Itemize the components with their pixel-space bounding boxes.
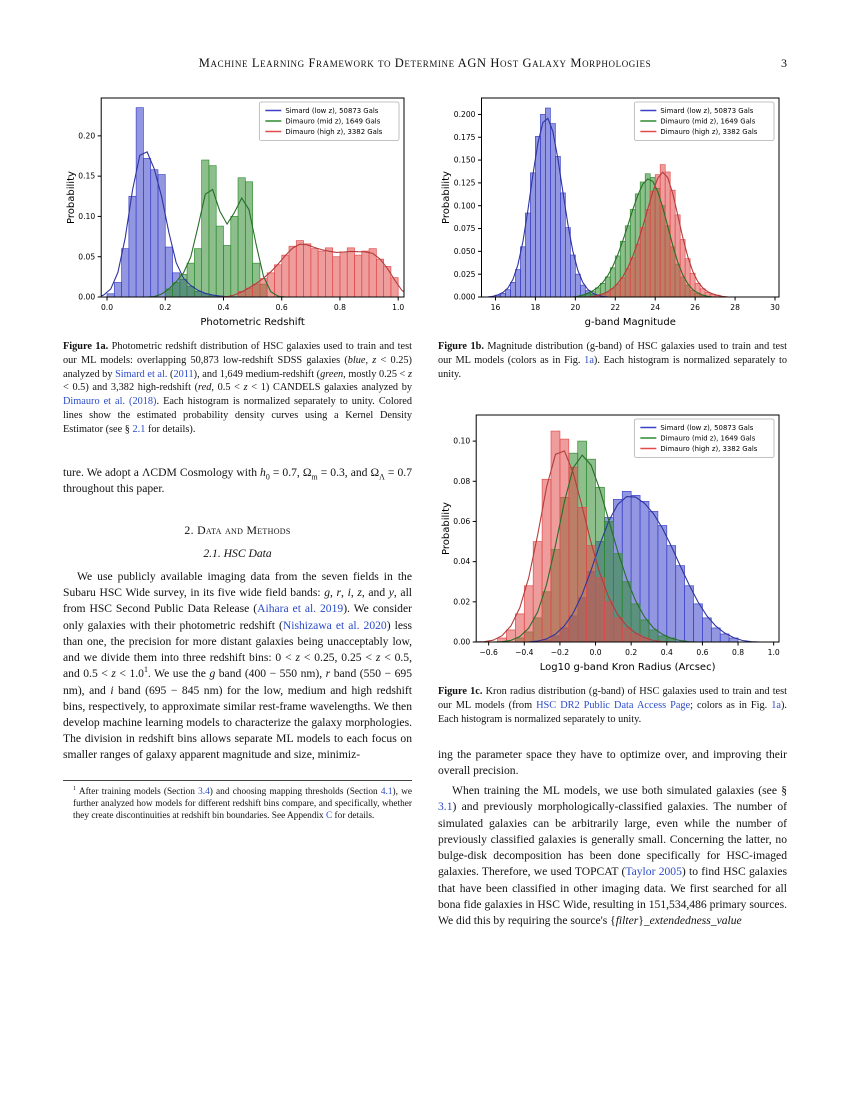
text-segment: h bbox=[260, 465, 266, 479]
text-segment: ), we further analyzed how models for different redshift bins compare, and specifically, whether they create discontinuities at redshift bin boundaries. See Appendix bbox=[73, 786, 412, 822]
figure-1a bbox=[63, 90, 412, 330]
text-segment: z bbox=[295, 651, 300, 665]
text-segment: g bbox=[324, 586, 330, 600]
inline-link[interactable]: Taylor 2005 bbox=[625, 865, 682, 879]
svg-text:0.4: 0.4 bbox=[217, 303, 230, 312]
svg-text:16: 16 bbox=[490, 303, 501, 312]
svg-text:0.4: 0.4 bbox=[660, 648, 673, 658]
text-segment: red bbox=[198, 382, 212, 394]
svg-text:22: 22 bbox=[610, 303, 621, 312]
x-axis-label: g-band Magnitude bbox=[584, 317, 676, 328]
paragraph-hsc-data bbox=[63, 569, 412, 764]
text-segment: for details. bbox=[332, 811, 375, 822]
svg-text:1.0: 1.0 bbox=[392, 303, 405, 312]
text-segment: = 0.3, and Ω bbox=[317, 465, 380, 479]
inline-link[interactable]: 4.1 bbox=[380, 786, 393, 797]
text-segment: z bbox=[375, 651, 381, 665]
legend bbox=[259, 102, 399, 141]
text-segment: Figure 1b. bbox=[438, 341, 484, 352]
text-segment: < 1) CANDELS galaxies analyzed by bbox=[247, 382, 413, 394]
svg-text:0.08: 0.08 bbox=[453, 477, 471, 487]
text-segment: band (400 − 550 nm), bbox=[215, 667, 326, 681]
text-segment: Photometric redshift distribution of HSC galaxies used to train and test our ML models: overlapping 50,873 low-redshift SDSS galaxies ( bbox=[63, 341, 412, 366]
text-segment: < 1.0 bbox=[115, 667, 144, 681]
svg-text:0.6: 0.6 bbox=[275, 303, 288, 312]
legend bbox=[634, 102, 774, 141]
text-segment: z bbox=[372, 354, 377, 366]
text-segment: for details). bbox=[145, 423, 196, 435]
svg-text:Dimauro (high z), 3382 Gals: Dimauro (high z), 3382 Gals bbox=[660, 445, 758, 454]
svg-text:0.0: 0.0 bbox=[589, 648, 602, 658]
text-segment: z bbox=[111, 667, 116, 681]
y-axis-label: Probability bbox=[441, 502, 452, 556]
text-segment: r bbox=[325, 667, 331, 681]
text-segment: green bbox=[320, 368, 344, 380]
text-segment: 0 bbox=[265, 471, 270, 481]
text-segment: 1 bbox=[143, 665, 148, 675]
svg-text:0.075: 0.075 bbox=[453, 224, 476, 234]
text-segment: ( bbox=[167, 368, 174, 380]
text-segment: z bbox=[407, 368, 412, 380]
svg-text:28: 28 bbox=[730, 303, 740, 312]
svg-text:−0.4: −0.4 bbox=[515, 648, 534, 658]
figure-1c-chart bbox=[438, 407, 787, 675]
inline-link[interactable]: 2.1 bbox=[132, 423, 146, 435]
text-segment: ). Each histogram is normalized separately to unity. bbox=[438, 354, 787, 380]
text-segment: = 0.7, Ω bbox=[269, 465, 312, 479]
text-segment: z bbox=[357, 586, 362, 600]
x-axis-label: Log10 g-band Kron Radius (Arcsec) bbox=[539, 662, 716, 674]
text-segment: < 0.25) analyzed by bbox=[63, 354, 412, 380]
text-segment: i bbox=[347, 586, 351, 600]
text-segment: , 0.5 < bbox=[211, 382, 244, 394]
paragraph-training bbox=[438, 783, 787, 929]
footnote-1 bbox=[63, 780, 412, 823]
svg-text:0.15: 0.15 bbox=[78, 171, 96, 181]
svg-text:Dimauro (high z), 3382 Gals: Dimauro (high z), 3382 Gals bbox=[285, 127, 383, 136]
text-segment: extendedness_value bbox=[649, 913, 742, 927]
svg-text:0.025: 0.025 bbox=[453, 269, 476, 279]
svg-text:26: 26 bbox=[690, 303, 700, 312]
text-segment: After training models (Section bbox=[76, 786, 199, 797]
svg-text:30: 30 bbox=[770, 303, 780, 312]
svg-text:Simard (low z), 50873 Gals: Simard (low z), 50873 Gals bbox=[660, 424, 754, 433]
text-segment: ) to find HSC galaxies that have been classified in other imaging data. We first searched for all bona fide galaxies in HSC Wide, resulting in 151,534,486 primary sources. We did this by requiring the source's { bbox=[438, 865, 787, 927]
svg-text:0.000: 0.000 bbox=[453, 292, 476, 302]
svg-text:0.06: 0.06 bbox=[453, 517, 471, 527]
text-segment: < 0.5, and 0.5 < bbox=[63, 651, 412, 681]
svg-text:0.02: 0.02 bbox=[453, 597, 471, 607]
figure-1c-caption bbox=[438, 685, 787, 726]
two-column-layout bbox=[63, 90, 787, 1060]
svg-text:0.100: 0.100 bbox=[453, 201, 476, 211]
svg-text:−0.6: −0.6 bbox=[479, 648, 498, 658]
text-segment: blue bbox=[347, 354, 366, 366]
text-segment: Figure 1c. bbox=[438, 686, 483, 698]
text-segment: z bbox=[243, 382, 248, 394]
text-segment: ing the parameter space they have to optimize over, and improving their overall precision. bbox=[438, 747, 787, 777]
text-segment: filter bbox=[615, 913, 639, 927]
text-segment: ) less than one, the precision for more distant galaxies being unacceptably low, and we divide them into three redshift bins: 0 < bbox=[63, 618, 412, 665]
text-segment: , bbox=[330, 586, 337, 600]
inline-link[interactable]: Nishizawa et al. 2020 bbox=[282, 618, 387, 632]
svg-text:0.05: 0.05 bbox=[78, 252, 96, 262]
text-segment: When training the ML models, we use both simulated galaxies (see § bbox=[452, 784, 787, 798]
inline-link[interactable]: 1a bbox=[771, 700, 781, 712]
text-segment: ) and choosing mapping thresholds (Section bbox=[209, 786, 381, 797]
svg-text:0.050: 0.050 bbox=[453, 246, 476, 256]
figure-1a-caption bbox=[63, 340, 412, 437]
svg-text:0.200: 0.200 bbox=[453, 110, 476, 120]
right-column bbox=[438, 90, 787, 1060]
svg-text:0.2: 0.2 bbox=[625, 648, 638, 658]
svg-text:Simard (low z), 50873 Gals: Simard (low z), 50873 Gals bbox=[285, 106, 379, 115]
paragraph-cosmology bbox=[63, 465, 412, 497]
text-segment: , bbox=[365, 354, 373, 366]
text-segment: Figure 1a. bbox=[63, 341, 109, 352]
inline-link[interactable]: Dimauro et al. (2018) bbox=[63, 396, 157, 408]
svg-text:0.0: 0.0 bbox=[100, 303, 114, 312]
svg-text:0.150: 0.150 bbox=[453, 155, 476, 165]
figure-1a-chart bbox=[63, 90, 412, 330]
text-segment: ). Each histogram is normalized separately to unity. bbox=[438, 700, 787, 725]
y-axis-label: Probability bbox=[66, 171, 77, 224]
svg-text:Dimauro (mid z), 1649 Gals: Dimauro (mid z), 1649 Gals bbox=[660, 117, 756, 126]
legend bbox=[634, 419, 774, 458]
svg-text:0.2: 0.2 bbox=[159, 303, 172, 312]
x-axis-label: Photometric Redshift bbox=[200, 317, 305, 328]
inline-link[interactable]: 2011 bbox=[173, 368, 194, 380]
text-segment: ). We consider only galaxies with their photometric redshift ( bbox=[63, 602, 412, 632]
svg-text:Dimauro (mid z), 1649 Gals: Dimauro (mid z), 1649 Gals bbox=[285, 117, 381, 126]
inline-link[interactable]: Aihara et al. 2019 bbox=[257, 602, 344, 616]
svg-text:Dimauro (high z), 3382 Gals: Dimauro (high z), 3382 Gals bbox=[660, 127, 758, 136]
text-segment: band (550 − 695 nm), and bbox=[63, 667, 412, 697]
text-segment: }_ bbox=[638, 913, 650, 927]
figure-1c bbox=[438, 407, 787, 675]
text-segment: ) and previously morphologically-classified galaxies. The number of simulated galaxies can be arbitrarily large, even while the number of previously classified galaxies is generally small. Concerning the latter, no bulge-disk decomposition has been done specifically for HSC-imaged galaxies. Therefore, we used TOPCAT ( bbox=[438, 800, 787, 879]
figure-1b-caption bbox=[438, 340, 787, 381]
text-segment: band (695 − 845 nm) for the low, medium and high redshift bins, respectively, to approximate similar rest-frame wavelengths. We then develop machine learning models to characterize the galaxy morphologies. The division in redshift bins allows separate ML models to each focus on smaller ranges of galaxy apparent magnitude and size, minimiz- bbox=[63, 683, 412, 762]
text-segment: 1 bbox=[73, 784, 77, 792]
text-segment: < 0.25, 0.25 < bbox=[300, 651, 376, 665]
footnote-1-text bbox=[73, 786, 412, 823]
inline-link[interactable]: Simard et al. bbox=[115, 368, 168, 380]
text-segment: r bbox=[336, 586, 342, 600]
section-heading-data-and-methods: 2. Data and Methods bbox=[184, 523, 291, 538]
text-segment: We use publicly available imaging data from the seven fields in the Subaru HSC Wide survey, in its five wide field bands: bbox=[63, 570, 412, 600]
svg-text:0.10: 0.10 bbox=[78, 212, 96, 222]
svg-text:0.8: 0.8 bbox=[333, 303, 346, 312]
svg-text:0.175: 0.175 bbox=[453, 132, 476, 142]
subsection-heading-hsc-data: 2.1. HSC Data bbox=[203, 547, 272, 561]
svg-text:Dimauro (mid z), 1649 Gals: Dimauro (mid z), 1649 Gals bbox=[660, 434, 756, 443]
svg-text:−0.2: −0.2 bbox=[550, 648, 570, 658]
svg-text:0.00: 0.00 bbox=[78, 292, 96, 302]
text-segment: ; colors as in Fig. bbox=[690, 700, 772, 712]
svg-text:18: 18 bbox=[530, 303, 541, 312]
text-segment: Magnitude distribution (g-band) of HSC galaxies used to train and test our ML models (colors as in Fig. bbox=[438, 341, 788, 366]
text-segment: , all from HSC Second Public Data Release ( bbox=[63, 586, 413, 616]
bars-series-0 bbox=[495, 108, 600, 297]
text-segment: g bbox=[209, 667, 216, 681]
text-segment: , bbox=[350, 586, 358, 600]
svg-text:0.125: 0.125 bbox=[453, 178, 476, 188]
svg-text:0.20: 0.20 bbox=[78, 131, 96, 141]
inline-link[interactable]: C bbox=[326, 811, 333, 822]
left-column bbox=[63, 90, 412, 1060]
svg-text:24: 24 bbox=[650, 303, 661, 312]
text-segment: < 0.5) and 3,382 high-redshift ( bbox=[63, 382, 199, 394]
page-number: 3 bbox=[781, 56, 787, 70]
text-segment: ), and 1,649 medium-redshift ( bbox=[193, 368, 321, 380]
svg-text:Simard (low z), 50873 Gals: Simard (low z), 50873 Gals bbox=[660, 106, 754, 115]
inline-link[interactable]: 3.4 bbox=[198, 786, 210, 797]
text-segment: y bbox=[388, 586, 394, 600]
paragraph-optimize bbox=[438, 747, 787, 779]
y-axis-label: Probability bbox=[441, 171, 452, 224]
text-segment: , bbox=[341, 586, 348, 600]
text-segment: m bbox=[311, 471, 318, 481]
svg-text:0.00: 0.00 bbox=[453, 637, 471, 647]
svg-text:1.0: 1.0 bbox=[767, 648, 780, 658]
inline-link[interactable]: 3.1 bbox=[438, 800, 453, 814]
text-segment: Λ bbox=[379, 471, 385, 481]
text-segment: = 0.7 throughout this paper. bbox=[63, 465, 412, 495]
svg-text:0.04: 0.04 bbox=[453, 557, 471, 567]
inline-link[interactable]: 1a bbox=[584, 354, 594, 366]
text-segment: . We use the bbox=[147, 667, 210, 681]
running-title: Machine Learning Framework to Determine AGN Host Galaxy Morphologies bbox=[198, 56, 652, 70]
text-segment: i bbox=[110, 683, 114, 697]
svg-text:0.8: 0.8 bbox=[731, 648, 745, 658]
text-segment: ture. We adopt a ΛCDM Cosmology with bbox=[63, 465, 261, 479]
text-segment: . Each histogram is normalized separately to unity. Colored lines show the estimated probability density curves using a Kernel Density Estimator (see § bbox=[63, 396, 413, 435]
figure-1b bbox=[438, 90, 787, 330]
text-segment: , mostly 0.25 < bbox=[343, 368, 408, 380]
inline-link[interactable]: HSC DR2 Public Data Access Page bbox=[536, 700, 691, 712]
svg-text:20: 20 bbox=[570, 303, 581, 312]
text-segment: , and bbox=[361, 586, 389, 600]
figure-1b-chart bbox=[438, 90, 787, 330]
svg-text:0.10: 0.10 bbox=[453, 437, 471, 447]
svg-text:0.6: 0.6 bbox=[696, 648, 709, 658]
text-segment: Kron radius distribution (g-band) of HSC galaxies used to train and test our ML models (from bbox=[438, 686, 787, 712]
